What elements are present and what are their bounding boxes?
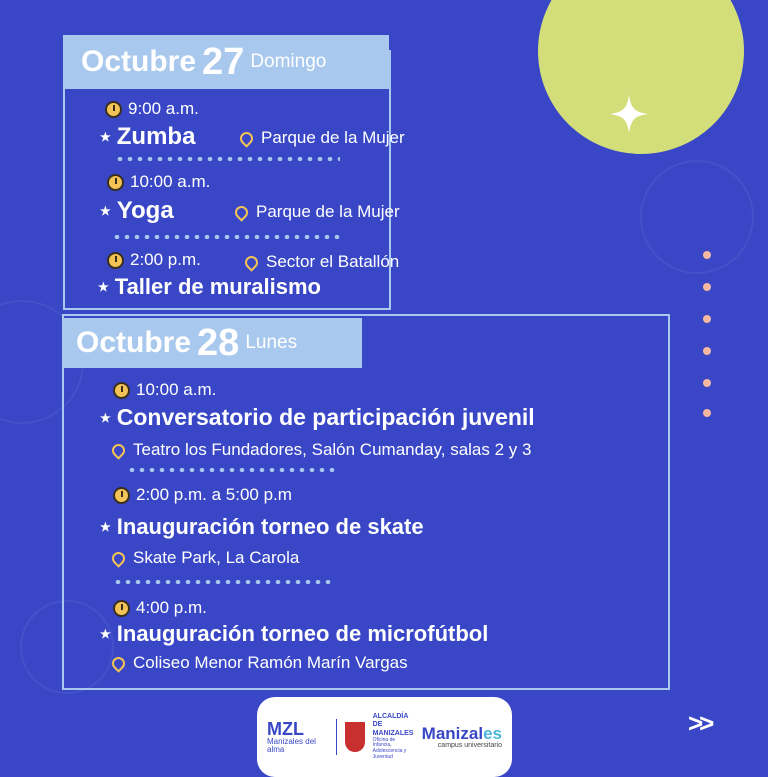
star-icon: ★: [100, 520, 111, 534]
logo-separator: [336, 719, 337, 755]
event-title: ★ Taller de muralismo: [98, 274, 321, 299]
side-dot: [703, 251, 711, 259]
event-time: 9:00 a.m.: [105, 99, 199, 119]
crest-icon: [345, 722, 365, 752]
event-title: ★ Zumba: [100, 123, 196, 150]
star-icon: ★: [98, 280, 109, 294]
side-dot: [703, 315, 711, 323]
clock-icon: [107, 174, 124, 191]
dotted-divider: [127, 468, 335, 472]
date-tab: [62, 318, 362, 368]
month: Octubre: [76, 326, 192, 359]
weekday: Domingo: [250, 51, 327, 72]
background-doodle: [640, 160, 754, 274]
event-time: 2:00 p.m.: [107, 250, 201, 270]
event-place: Coliseo Menor Ramón Marín Vargas: [112, 653, 408, 673]
mzl-logo: MZL Manizales del alma: [267, 719, 316, 754]
event-place: Parque de la Mujer: [235, 202, 400, 222]
star-icon: ★: [100, 627, 111, 641]
event-time: 10:00 a.m.: [113, 380, 216, 400]
location-pin-icon: [109, 654, 127, 672]
event-title: ★ Inauguración torneo de skate: [100, 514, 424, 539]
side-dot: [703, 347, 711, 355]
sparkle-icon: [610, 95, 648, 133]
dotted-divider: [113, 580, 335, 584]
event-time: 4:00 p.m.: [113, 598, 207, 618]
location-pin-icon: [109, 549, 127, 567]
location-pin-icon: [242, 253, 260, 271]
event-place: Sector el Batallón: [245, 252, 399, 272]
side-dot: [703, 379, 711, 387]
clock-icon: [113, 382, 130, 399]
clock-icon: [113, 600, 130, 617]
sponsor-logos-bar: [257, 697, 512, 777]
day-number: 27: [202, 40, 245, 83]
alcaldia-logo: ALCALDÍA DE MANIZALES Oficina de Infancia, Adolescencia y Juventud: [372, 713, 414, 760]
star-icon: ★: [100, 130, 111, 144]
location-pin-icon: [109, 441, 127, 459]
clock-icon: [105, 101, 122, 118]
month: Octubre: [81, 45, 197, 78]
side-dot: [703, 283, 711, 291]
weekday: Lunes: [245, 332, 298, 353]
event-place: Parque de la Mujer: [240, 128, 405, 148]
clock-icon: [113, 487, 130, 504]
star-icon: ★: [100, 410, 111, 425]
date-tab: [63, 35, 389, 89]
event-title: ★ Conversatorio de participación juvenil: [100, 404, 535, 430]
event-place: Skate Park, La Carola: [112, 548, 299, 568]
event-title: ★ Yoga: [100, 197, 174, 224]
day-number: 28: [197, 321, 240, 364]
dotted-divider: [112, 235, 340, 239]
event-time: 2:00 p.m. a 5:00 p.m: [113, 485, 292, 505]
event-place: Teatro los Fundadores, Salón Cumanday, salas 2 y 3: [112, 440, 531, 460]
clock-icon: [107, 252, 124, 269]
location-pin-icon: [237, 129, 255, 147]
star-icon: ★: [100, 204, 111, 218]
event-time: 10:00 a.m.: [107, 172, 210, 192]
manizales-logo: Manizales campus universitario: [421, 724, 502, 749]
next-arrow-button[interactable]: >>: [688, 708, 711, 738]
side-dot: [703, 409, 711, 417]
event-title: ★ Inauguración torneo de microfútbol: [100, 621, 489, 646]
dotted-divider: [115, 157, 340, 161]
location-pin-icon: [232, 203, 250, 221]
